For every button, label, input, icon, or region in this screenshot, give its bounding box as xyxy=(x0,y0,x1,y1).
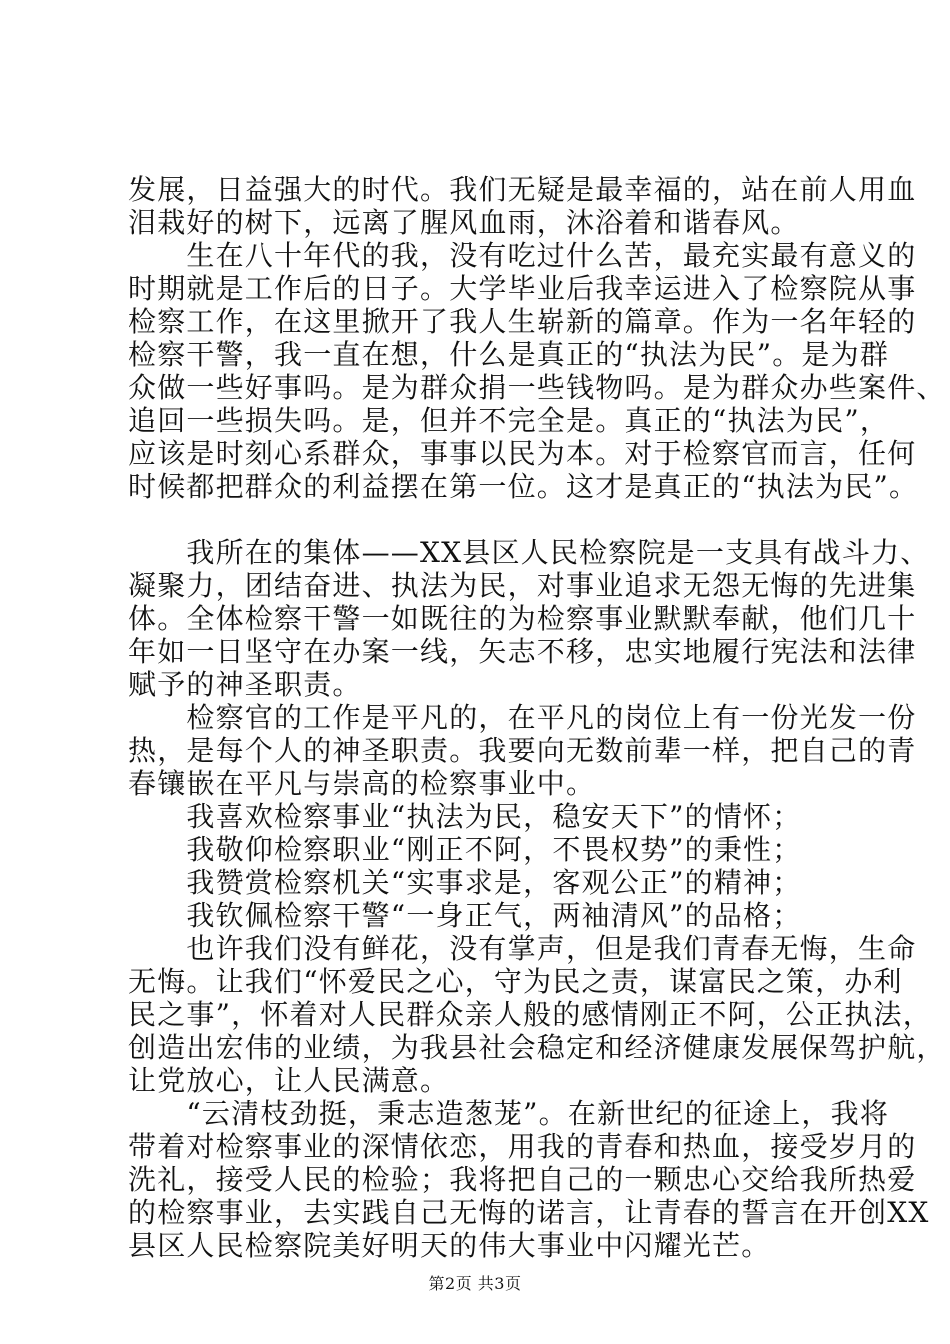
page-footer xyxy=(0,1271,950,1294)
text-line: 的检察事业，去实践自己无悔的诺言，让青春的誓言在开创XX xyxy=(128,1196,930,1229)
text-line: 我喜欢检察事业“执法为民，稳安天下”的情怀； xyxy=(128,800,802,833)
text-line: 检察工作，在这里掀开了我人生崭新的篇章。作为一名年轻的 xyxy=(128,305,917,338)
paragraph xyxy=(128,239,946,503)
text-line: 检察官的工作是平凡的，在平凡的岗位上有一份光发一份 xyxy=(128,701,917,734)
text-line: 赋予的神圣职责。 xyxy=(128,668,362,701)
text-line: 时候都把群众的利益摆在第一位。这才是真正的“执法为民”。 xyxy=(128,470,919,503)
text-line: 时期就是工作后的日子。大学毕业后我幸运进入了检察院从事 xyxy=(128,272,917,305)
text-line: 体。全体检察干警一如既往的为检察事业默默奉献，他们几十 xyxy=(128,602,917,635)
document-body xyxy=(128,173,946,1262)
text-line: 生在八十年代的我，没有吃过什么苦，最充实最有意义的 xyxy=(128,239,917,272)
paragraph xyxy=(128,701,917,800)
text-line: 我赞赏检察机关“实事求是，客观公正”的精神； xyxy=(128,866,802,899)
paragraph xyxy=(128,173,917,239)
paragraph xyxy=(128,866,858,899)
text-line: 年如一日坚守在办案一线，矢志不移，忠实地履行宪法和法律 xyxy=(128,635,917,668)
paragraph-gap xyxy=(128,503,858,536)
text-line: 创造出宏伟的业绩，为我县社会稳定和经济健康发展保驾护航， xyxy=(128,1031,946,1064)
paragraph xyxy=(128,1097,930,1262)
text-line: 热，是每个人的神圣职责。我要向无数前辈一样，把自己的青 xyxy=(128,734,917,767)
text-line: 众做一些好事吗。是为群众捐一些钱物吗。是为群众办些案件、 xyxy=(128,371,946,404)
paragraph xyxy=(128,800,858,833)
text-line: “云清枝劲挺，秉志造葱茏”。在新世纪的征途上，我将 xyxy=(128,1097,890,1130)
text-line: 也许我们没有鲜花，没有掌声，但是我们青春无悔，生命 xyxy=(128,932,917,965)
text-line: 民之事”，怀着对人民群众亲人般的感情刚正不阿，公正执法， xyxy=(128,998,932,1031)
paragraph xyxy=(128,536,930,701)
text-line: 应该是时刻心系群众，事事以民为本。对于检察官而言，任何 xyxy=(128,437,917,470)
text-line: 我钦佩检察干警“一身正气，两袖清风”的品格； xyxy=(128,899,802,932)
text-line: 检察干警，我一直在想，什么是真正的“执法为民”。是为群 xyxy=(128,338,890,371)
paragraph xyxy=(128,833,858,866)
paragraph xyxy=(128,932,946,1097)
paragraph xyxy=(128,899,858,932)
text-line: 发展，日益强大的时代。我们无疑是最幸福的，站在前人用血 xyxy=(128,173,917,206)
text-line: 无悔。让我们“怀爱民之心，守为民之责，谋富民之策，办利 xyxy=(128,965,903,998)
text-line: 追回一些损失吗。是，但并不完全是。真正的“执法为民”， xyxy=(128,404,890,437)
text-line: 凝聚力，团结奋进、执法为民，对事业追求无怨无悔的先进集 xyxy=(128,569,917,602)
text-line: 带着对检察事业的深情依恋，用我的青春和热血，接受岁月的 xyxy=(128,1130,917,1163)
page-number-label: 第2页 共3页 xyxy=(428,1274,522,1293)
text-line: 我敬仰检察职业“刚正不阿，不畏权势”的秉性； xyxy=(128,833,802,866)
text-line: 我所在的集体——XX县区人民检察院是一支具有战斗力、 xyxy=(128,536,930,569)
text-line: 泪栽好的树下，远离了腥风血雨，沐浴着和谐春风。 xyxy=(128,206,800,239)
text-line: 春镶嵌在平凡与崇高的检察事业中。 xyxy=(128,767,596,800)
text-line: 让党放心，让人民满意。 xyxy=(128,1064,450,1097)
text-line: 洗礼，接受人民的检验；我将把自己的一颗忠心交给我所热爱 xyxy=(128,1163,917,1196)
text-line: 县区人民检察院美好明天的伟大事业中闪耀光芒。 xyxy=(128,1229,771,1262)
